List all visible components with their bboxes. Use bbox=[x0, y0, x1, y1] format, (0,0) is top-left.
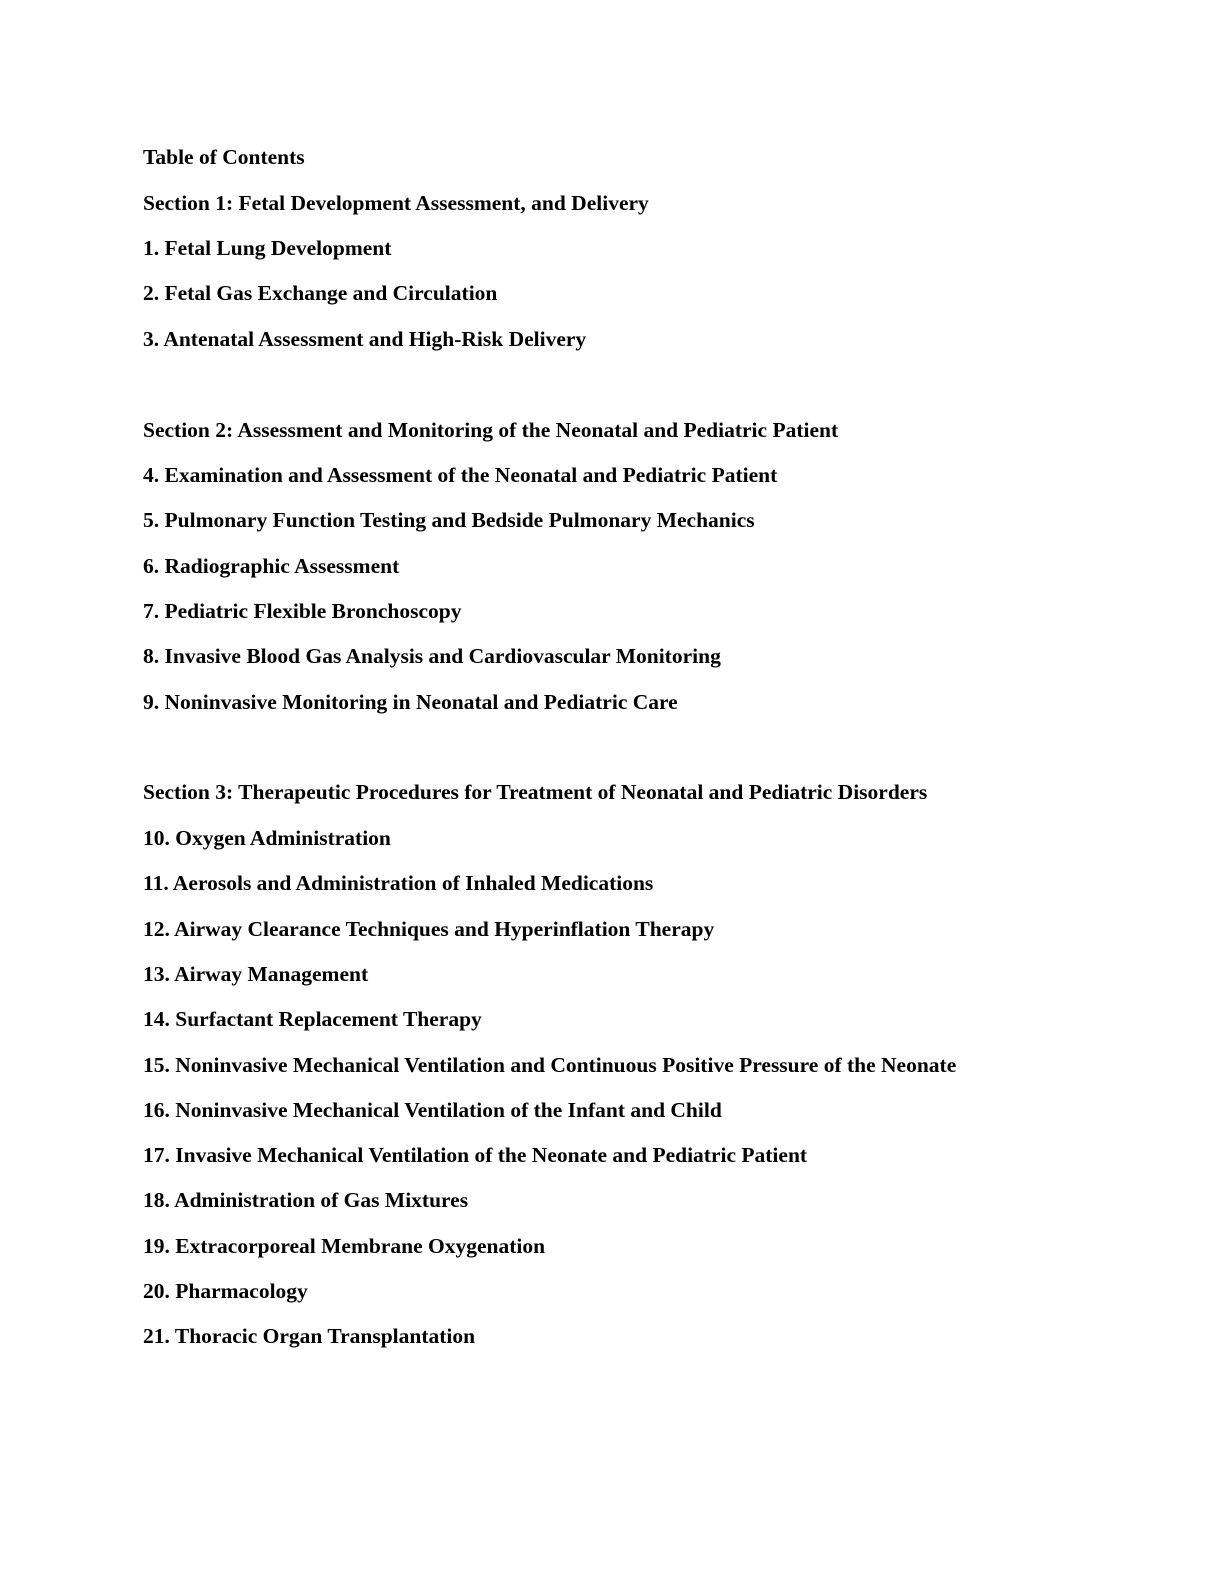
section-2-heading: Section 2: Assessment and Monitoring of the Neonatal and Pediatric Patient bbox=[143, 418, 839, 442]
toc-entry-chapter-9: 9. Noninvasive Monitoring in Neonatal and Pediatric Care bbox=[143, 690, 678, 714]
toc-entry-chapter-2: 2. Fetal Gas Exchange and Circulation bbox=[143, 281, 498, 305]
section-1-heading: Section 1: Fetal Development Assessment, and Delivery bbox=[143, 191, 649, 215]
section-3-heading: Section 3: Therapeutic Procedures for Treatment of Neonatal and Pediatric Disorders bbox=[143, 780, 928, 804]
toc-entry-chapter-10: 10. Oxygen Administration bbox=[143, 826, 391, 850]
toc-entry-chapter-14: 14. Surfactant Replacement Therapy bbox=[143, 1007, 482, 1031]
toc-entry-chapter-11: 11. Aerosols and Administration of Inhaled Medications bbox=[143, 871, 654, 895]
toc-entry-chapter-7: 7. Pediatric Flexible Bronchoscopy bbox=[143, 599, 462, 623]
toc-title: Table of Contents bbox=[143, 145, 305, 169]
toc-entry-chapter-16: 16. Noninvasive Mechanical Ventilation of the Infant and Child bbox=[143, 1098, 722, 1122]
toc-entry-chapter-8: 8. Invasive Blood Gas Analysis and Cardiovascular Monitoring bbox=[143, 644, 721, 668]
toc-entry-chapter-4: 4. Examination and Assessment of the Neonatal and Pediatric Patient bbox=[143, 463, 778, 487]
toc-entry-chapter-19: 19. Extracorporeal Membrane Oxygenation bbox=[143, 1234, 546, 1258]
toc-entry-chapter-12: 12. Airway Clearance Techniques and Hyperinflation Therapy bbox=[143, 917, 715, 941]
toc-entry-chapter-17: 17. Invasive Mechanical Ventilation of the Neonate and Pediatric Patient bbox=[143, 1143, 808, 1167]
toc-entry-chapter-13: 13. Airway Management bbox=[143, 962, 369, 986]
toc-entry-chapter-1: 1. Fetal Lung Development bbox=[143, 236, 392, 260]
toc-entry-chapter-6: 6. Radiographic Assessment bbox=[143, 554, 400, 578]
toc-entry-chapter-20: 20. Pharmacology bbox=[143, 1279, 308, 1303]
toc-entry-chapter-5: 5. Pulmonary Function Testing and Bedside Pulmonary Mechanics bbox=[143, 508, 755, 532]
toc-entry-chapter-18: 18. Administration of Gas Mixtures bbox=[143, 1188, 469, 1212]
toc-entry-chapter-15: 15. Noninvasive Mechanical Ventilation and Continuous Positive Pressure of the Neonate bbox=[143, 1053, 957, 1077]
toc-entry-chapter-21: 21. Thoracic Organ Transplantation bbox=[143, 1324, 476, 1348]
toc-entry-chapter-3: 3. Antenatal Assessment and High-Risk Delivery bbox=[143, 327, 587, 351]
